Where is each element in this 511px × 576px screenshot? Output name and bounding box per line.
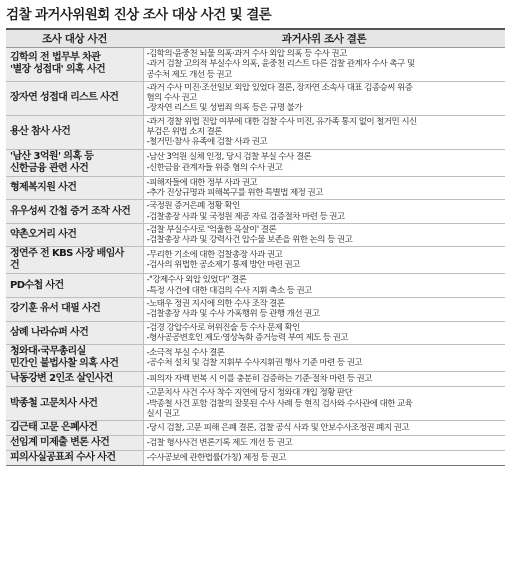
result-cell <box>143 115 505 149</box>
case-name-cell <box>6 176 143 200</box>
result-line: -과거 경찰 위법 진압 여부에 대한 검찰 수사 미진, 유가족 통지 없이 철거민 시신 <box>146 116 417 127</box>
case-name-line: 김근태 고문 은폐사건 <box>10 422 98 434</box>
result-line: -"강제수사 외압 있었다" 결론 <box>146 275 247 286</box>
result-cell <box>143 421 505 436</box>
case-name-cell <box>6 321 143 345</box>
result-cell <box>143 436 505 451</box>
case-name-cell <box>6 48 143 82</box>
result-cell <box>143 298 505 322</box>
table-body <box>6 48 505 466</box>
case-name-line: PD수첩 사건 <box>10 279 64 291</box>
result-line: -과거 검찰 고의적 부실수사 의혹, 윤중천 리스트 다른 검찰 관계자 수사 촉구 및 <box>146 59 415 70</box>
case-name-line: 유우성씨 간첩 증거 조작 사건 <box>10 205 131 217</box>
table-header-row <box>6 29 505 48</box>
table-row <box>6 247 505 274</box>
header-case: 조사 대상 사건 <box>6 29 143 48</box>
case-name-line: 김학의 전 법무부 차관 <box>10 52 101 64</box>
result-line: -장자연 리스트 및 성범죄 의혹 등은 규명 불가 <box>146 103 302 114</box>
case-name-line: 피의사실공표죄 수사 사건 <box>10 452 116 464</box>
case-name-line: 용산 참사 사건 <box>10 126 71 138</box>
result-line: -공수처 설치 및 검찰 지휘부 수사지휘권 행사 기준 마련 등 권고 <box>146 358 363 369</box>
result-cell <box>143 387 505 421</box>
result-line: -검찰총장 사과 및 국정원 제공 자료 검증절차 마련 등 권고 <box>146 211 345 222</box>
case-name-line: 삼례 나라슈퍼 사건 <box>10 326 89 338</box>
cases-table <box>6 28 505 466</box>
result-line: -수사공보에 관한법률(가칭) 제정 등 권고 <box>146 452 286 463</box>
case-name-cell <box>6 247 143 274</box>
case-name-line: 민간인 불법사찰 의혹 사건 <box>10 358 119 370</box>
table-row <box>6 321 505 345</box>
result-line: -남산 3억원 실체 인정, 당시 검찰 부실 수사 결론 <box>146 152 312 163</box>
result-cell <box>143 200 505 224</box>
result-line: -검사의 위법한 공소제기 통제 방안 마련 권고 <box>146 260 300 271</box>
result-line: -형사공공변호인 제도·영상녹화 증거능력 부여 제도 등 권고 <box>146 332 348 343</box>
case-name-line: 강기훈 유서 대필 사건 <box>10 303 101 315</box>
page-title: 검찰 과거사위원회 진상 조사 대상 사건 및 결론 <box>6 7 272 23</box>
result-line: -김학의·윤중천 뇌물 의혹·과거 수사 외압 의혹 등 수사 권고 <box>146 49 347 59</box>
result-line: -피의자 자백 번복 시 이를 충분히 검증하는 기준·절차 마련 등 권고 <box>146 374 372 385</box>
case-name-cell <box>6 274 143 298</box>
result-line: 실시 권고 <box>146 408 180 419</box>
result-line: -검찰 부실수사로 '억울한 옥살이' 결론 <box>146 224 277 235</box>
result-line: -박종철 사건 포함 검찰의 잘못된 수사 사례 등 현직 검사와 수사관에 대한 교육 <box>146 398 413 409</box>
header-result: 과거사위 조사 결론 <box>143 29 505 48</box>
result-cell <box>143 345 505 372</box>
result-line: -신한금융 관계자들 위증 혐의 수사 권고 <box>146 162 283 173</box>
result-cell <box>143 81 505 115</box>
case-name-line: 장자연 성접대 리스트 사건 <box>10 92 119 104</box>
table-row <box>6 372 505 387</box>
result-line: 혐의 수사 권고 <box>146 93 197 104</box>
case-name-cell <box>6 387 143 421</box>
case-name-line: 신한금융 관련 사건 <box>10 162 89 174</box>
result-cell <box>143 48 505 82</box>
table-row <box>6 223 505 247</box>
case-name-cell <box>6 436 143 451</box>
table-row <box>6 451 505 466</box>
result-line: -검경 강압수사로 허위진술 등 수사 문제 확인 <box>146 322 300 333</box>
result-cell <box>143 247 505 274</box>
result-line: -피해자들에 대한 정부 사과 권고 <box>146 177 258 188</box>
case-name-line: '별장 성접대' 의혹 사건 <box>10 64 106 76</box>
case-name-line: 건 <box>10 260 20 272</box>
table-row <box>6 274 505 298</box>
result-line: -검찰총장 사과 및 수사 가혹행위 등 관행 개선 권고 <box>146 309 320 320</box>
result-line: -무리한 기소에 대한 검찰총장 사과 권고 <box>146 250 283 261</box>
table-row <box>6 149 505 176</box>
result-cell <box>143 451 505 466</box>
result-line: -추가 진상규명과 피해복구를 위한 특별법 제정 권고 <box>146 187 323 198</box>
result-line: -국정원 증거은폐 정황 확인 <box>146 201 240 212</box>
table-row <box>6 176 505 200</box>
table-row <box>6 345 505 372</box>
case-name-line: 낙동강변 2인조 살인사건 <box>10 373 113 385</box>
result-cell <box>143 223 505 247</box>
case-name-cell <box>6 223 143 247</box>
result-line: -검찰 형사사건 변론기록 제도 개선 등 권고 <box>146 437 293 448</box>
case-name-cell <box>6 421 143 436</box>
table-row <box>6 436 505 451</box>
case-name-line: 정연주 전 KBS 사장 배임사 <box>10 248 124 260</box>
case-name-cell <box>6 298 143 322</box>
case-name-cell <box>6 372 143 387</box>
case-name-line: 박종철 고문치사 사건 <box>10 397 98 409</box>
table-row <box>6 115 505 149</box>
table-row <box>6 81 505 115</box>
case-name-line: 선임계 미제출 변론 사건 <box>10 437 110 449</box>
result-line: -과거 수사 미진·조선일보 외압 있었다 결론, 장자연 소속사 대표 김종승씨 위증 <box>146 82 413 93</box>
table-row <box>6 200 505 224</box>
result-line: -노태우 정권 지시에 의한 수사 조작 결론 <box>146 299 285 310</box>
case-name-cell <box>6 451 143 466</box>
table-row <box>6 421 505 436</box>
case-name-cell <box>6 345 143 372</box>
case-name-line: 형제복지원 사건 <box>10 181 77 193</box>
result-line: -소극적 부실 수사 결론 <box>146 347 225 358</box>
case-name-line: 약촌오거리 사건 <box>10 229 77 241</box>
result-cell <box>143 176 505 200</box>
result-cell <box>143 274 505 298</box>
result-cell <box>143 149 505 176</box>
result-line: -검찰총장 사과 및 강력사건 압수물 보존을 위한 논의 등 권고 <box>146 235 353 246</box>
table-row <box>6 387 505 421</box>
case-name-cell <box>6 115 143 149</box>
result-cell <box>143 372 505 387</box>
result-cell <box>143 321 505 345</box>
result-line: 부검은 위법 소지 결론 <box>146 127 222 138</box>
result-line: -고문치사 사건 수사 착수 지연에 당시 청와대 개입 정황 판단 <box>146 388 353 399</box>
case-name-cell <box>6 81 143 115</box>
table-row <box>6 48 505 82</box>
result-line: 공수처 제도 개선 등 권고 <box>146 69 232 80</box>
result-line: -특정 사건에 대한 대검의 수사 지휘 축소 등 권고 <box>146 285 312 296</box>
case-name-cell <box>6 149 143 176</box>
result-line: -철거민·참사 유족에 검찰 사과 권고 <box>146 137 268 148</box>
table-row <box>6 298 505 322</box>
result-line: -당시 검찰, 고문 피해 은폐 결론, 검찰 공식 사과 및 안보수사조정권 폐지 권고 <box>146 422 409 433</box>
case-name-cell <box>6 200 143 224</box>
case-name-line: '남산 3억원' 의혹 등 <box>10 150 94 162</box>
case-name-line: 청와대·국무총리실 <box>10 346 86 358</box>
